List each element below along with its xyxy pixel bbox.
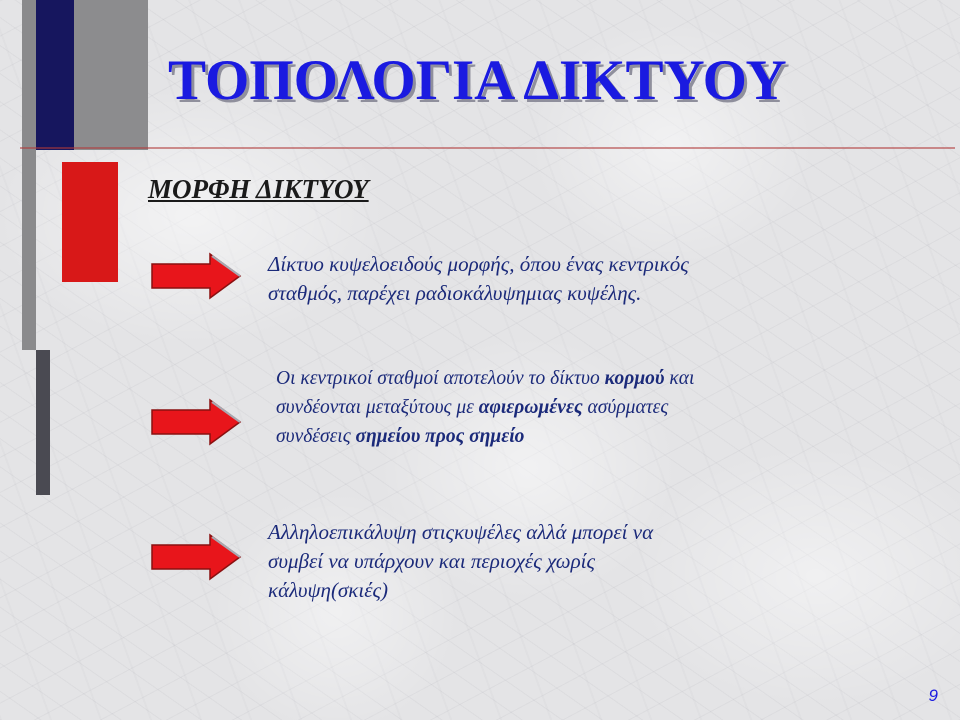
bullet-text-backbone <box>276 364 896 451</box>
bullet-3-line-1: Αλληλοεπικάλυψη στιςκυψέλες αλλά μπορεί να <box>268 520 654 544</box>
bullet-text-cellular <box>268 250 868 308</box>
decorative-bar-slate <box>36 350 50 495</box>
bullet-text-overlap <box>268 518 888 605</box>
bullet-2-text: και <box>664 368 695 389</box>
bullet-2-text: ασύρματες <box>582 397 669 418</box>
page-number: 9 <box>928 686 938 705</box>
bullet-1-line-1: Δίκτυο κυψελοειδούς μορφής, όπου ένας κεντρικός <box>268 252 689 276</box>
right-arrow-icon <box>150 398 242 446</box>
bullet-2-text: Οι κεντρικοί σταθμοί αποτελούν το δίκτυο <box>276 368 605 389</box>
bullet-2-text: συνδέσεις <box>276 426 356 447</box>
title-divider-line <box>20 147 955 149</box>
right-arrow-icon <box>150 252 242 300</box>
right-arrow-icon <box>150 533 242 581</box>
bullet-3-line-2: συμβεί να υπάρχουν και περιοχές χωρίς <box>268 549 596 573</box>
decorative-bar-gray-left <box>22 0 36 350</box>
bullet-2-bold-point-to-point: σημείου προς σημείο <box>355 426 525 447</box>
bullet-2-bold-dedicated: αφιερωμένες <box>478 397 583 418</box>
bullet-2-bold-backbone: κορμού <box>604 368 665 389</box>
decorative-bar-navy <box>36 0 74 150</box>
bullet-1-line-2: σταθμός, παρέχει ραδιοκάλυψημιας κυψέλης. <box>268 281 642 305</box>
bullet-3-line-3: κάλυψη(σκιές) <box>268 578 388 602</box>
slide-title: ΤΟΠΟΛΟΓΙΑ ΔΙΚΤΥΟΥ <box>168 49 787 112</box>
decorative-bar-gray-right <box>74 0 148 150</box>
slide-subtitle: ΜΟΡΦΗ ΔΙΚΤΥΟΥ <box>148 174 369 204</box>
decorative-bar-red <box>62 162 118 282</box>
bullet-2-text: συνδέονται μεταξύτους με <box>276 397 479 418</box>
